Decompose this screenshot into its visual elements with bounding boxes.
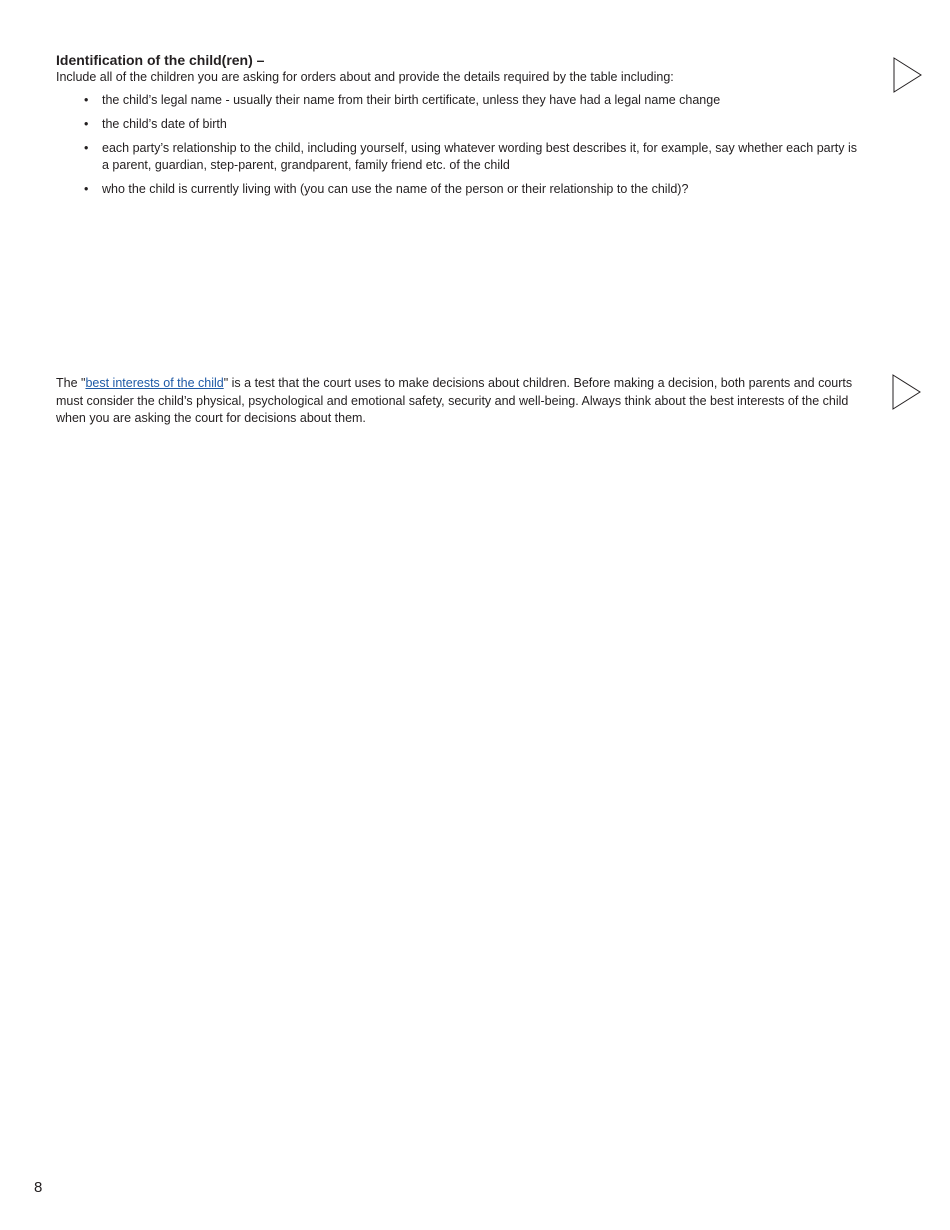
identification-intro: Include all of the children you are asking for orders about and provide the details required by the table including: [56,70,674,84]
best-interests-prefix: The " [56,376,86,390]
identification-heading: Identification of the child(ren) – [56,52,265,68]
bullet-icon: • [84,117,89,131]
best-interests-section [56,375,866,428]
bullet-text: who the child is currently living with (you can use the name of the person or their relationship to the child)? [102,182,689,196]
bullet-living-with [56,181,866,198]
best-interests-suffix: " is a test that the court uses to make decisions about children. Before making a decision, both parents and courts must consider the child’s physical, psychological and emotional safety, security and well-being. Always think about the best interests of the child when you are asking the court for decisions about them. [56,376,853,425]
identification-section [56,51,866,205]
bullet-text: each party’s relationship to the child, including yourself, using whatever wording best describes it, for example, say whether each party is a parent, guardian, step-parent, grandparent, family friend etc. of the child [102,141,858,172]
bullet-date-of-birth [56,116,866,133]
play-triangle-icon[interactable] [893,57,923,93]
page-number: 8 [34,1179,43,1196]
play-triangle-icon[interactable] [892,374,922,410]
bullet-text: the child’s date of birth [102,117,227,131]
bullet-icon: • [84,182,89,196]
bullet-legal-name [56,92,866,109]
best-interests-paragraph [56,375,866,428]
bullet-icon: • [84,93,89,107]
bullet-icon: • [84,141,89,155]
bullet-text: the child’s legal name - usually their name from their birth certificate, unless they have had a legal name change [102,93,721,107]
bullet-relationship [56,140,866,174]
identification-bullet-list [56,92,866,198]
best-interests-link[interactable]: best interests of the child [85,376,224,390]
